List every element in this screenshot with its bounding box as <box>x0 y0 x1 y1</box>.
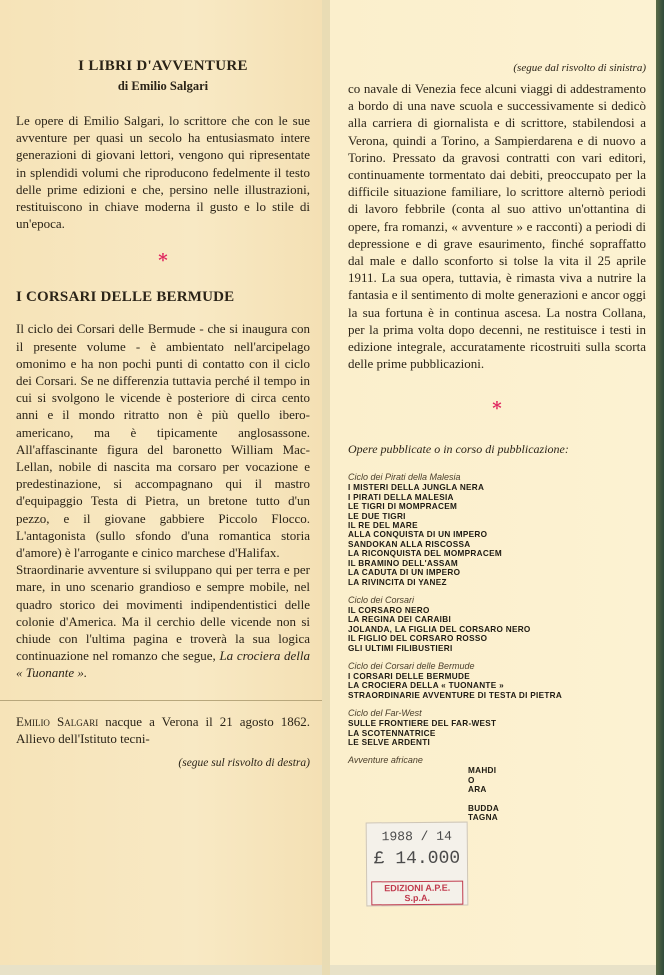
author-bio-continued: co navale di Venezia fece alcuni viaggi di addestramento a bordo di una nave scuola e successivamente si dedicò alla carriera di giornalista e di scrittore, stabilendosi a Verona, quindi a Torino, a Sampierdarena e di nuovo a Torino. Pressato da gravosi contratti con vari editori, continuamente tormentato dai debiti, preoccupato per la difficile situazione familiare, lo scrittore alternò periodi di lavoro febbrile (conta al suo attivo un'ottantina di opere, fra romanzi, « avventure » e racconti) a periodi di depressione e di grave esaurimento, finché sopraffatto dal male e dallo sconforto si tolse la vita il 25 aprile 1911. La sua opera, tuttavia, è rimasta viva a nutrire la fantasia e il sentimento di molte generazioni e ancor oggi la sua fortuna è in continua ascesa. La nostra Collana, per la prima volta dopo decenni, ne restituisce i testi in edizione integrale, accuratamente ricostruiti sulla scorta delle prime pubblicazioni. <box>348 81 646 372</box>
asterisk-ornament-icon: * <box>158 250 168 272</box>
title-list <box>348 672 646 700</box>
title-list <box>348 606 646 653</box>
author-bio <box>16 713 310 747</box>
book-title: LA CROCIERA DELLA « TUONANTE » <box>348 681 504 691</box>
book-title <box>468 795 646 804</box>
book-title: LA SCOTENNATRICE <box>348 728 436 738</box>
series-title: I LIBRI D'AVVENTURE <box>78 58 248 74</box>
book-title: JOLANDA, LA FIGLIA DEL CORSARO NERO <box>348 624 531 634</box>
cycle-africane <box>348 755 646 822</box>
book-section-title: I CORSARI DELLE BERMUDE <box>16 289 235 306</box>
cycle-label: Ciclo dei Corsari delle Bermude <box>348 660 475 671</box>
book-title: SANDOKAN ALLA RISCOSSA <box>348 539 471 549</box>
sticker-date: 1988 / 14 <box>381 828 452 845</box>
book-title: IL BRAMINO DELL'ASSAM <box>348 558 458 568</box>
fold-gutter <box>322 0 330 975</box>
book-title: BUDDA <box>468 804 500 814</box>
title-list <box>348 719 646 747</box>
book-title: I CORSARI DELLE BERMUDE <box>348 671 470 681</box>
continued-from-note: (segue dal risvolto di sinistra) <box>513 62 646 74</box>
cycle-bermude <box>348 661 646 700</box>
book-title: I PIRATI DELLA MALESIA <box>348 492 454 502</box>
sequel-title: La crociera della « Tuonante ». <box>16 648 311 681</box>
author-subtitle: di Emilio Salgari <box>117 79 209 93</box>
continues-note: (segue sul risvolto di destra) <box>178 757 310 770</box>
cycle-pirati <box>348 472 646 586</box>
book-title: LE SELVE ARDENTI <box>348 737 431 747</box>
book-title: GLI ULTIMI FILIBUSTIERI <box>348 643 453 653</box>
book-title: O <box>468 775 475 785</box>
title-list <box>348 766 646 822</box>
book-description-2-text: Straordinarie avventure si sviluppano qui per terra e per mare, in uno scenario grandioso e sempre mobile, nel quadro storico dei movimenti indipendentistici delle colonie d'America. Ma il cerchio delle vicende non si chiude con l'ultima pagina e troverà la sua logica continuazione nel romanzo che segue, <box>16 562 310 664</box>
book-title: LE TIGRI DI MOMPRACEM <box>348 502 458 512</box>
author-bio-text: nacque a Verona il 21 agosto 1862. Allievo dell'Istituto tecni- <box>16 713 310 746</box>
book-description: Il ciclo dei Corsari delle Bermude - che si inaugura con il presente volume - è ambientato nell'arcipelago omonimo e ha non pochi punti di contatto con il ciclo dei Corsari. Se ne differenzia tuttavia perché il tempo in cui si svolgono le vicende è posteriore di circa cento anni e il mondo ritratto non è più quello ibero-americano, ma è tipicamente anglosassone. All'affascinante figura del baronetto William Mac-Lellan, nobile di nascita ma corsaro per vocazione e predestinazione, si accompagnano qui il mastro d'equipaggio Testa di Pietra, un bretone tutto d'un pezzo, e il giovane gabbiere Piccolo Flocco. L'antagonista (sullo sfondo d'una romantica storia d'amore) è l'arrogante e cinico marchese d'Halifax. <box>16 321 310 561</box>
book-title: TAGNA <box>468 813 498 823</box>
cycle-far-west <box>348 708 646 747</box>
sticker-publisher-stamp: EDIZIONI A.P.E. S.p.A. <box>371 881 463 906</box>
book-title: LA REGINA DEI CARAIBI <box>348 615 452 625</box>
series-intro: Le opere di Emilio Salgari, lo scrittore che con le sue avventure per quasi un secolo ha entusiasmato intere generazioni di giovani lettori, vengono qui ripresentate in splendidi volumi che riproducono fedelmente il testo delle prime edizioni e che, persino nelle illustrazioni, restituiscono in chiave moderna il gusto e lo stile di un'epoca. <box>16 113 310 232</box>
cycle-label: Ciclo dei Pirati della Malesia <box>348 472 461 483</box>
book-title: IL RE DEL MARE <box>348 521 418 531</box>
book-title: LA CADUTA DI UN IMPERO <box>348 568 461 578</box>
right-flap <box>330 0 656 965</box>
book-title: STRAORDINARIE AVVENTURE DI TESTA DI PIETRA <box>348 690 563 700</box>
book-title: MAHDI <box>468 766 497 776</box>
book-title: IL CORSARO NERO <box>348 605 430 615</box>
section-divider <box>0 700 322 701</box>
book-title: LA RICONQUISTA DEL MOMPRACEM <box>348 549 502 559</box>
book-title: I MISTERI DELLA JUNGLA NERA <box>348 483 485 493</box>
publications-heading: Opere pubblicate o in corso di pubblicazione: <box>348 442 569 457</box>
book-title: LA RIVINCITA DI YANEZ <box>348 577 447 587</box>
book-title: IL FIGLIO DEL CORSARO ROSSO <box>348 634 488 644</box>
price-sticker <box>366 822 469 907</box>
sticker-price: £ 14.000 <box>373 848 461 870</box>
book-description-2 <box>16 561 310 681</box>
left-flap <box>0 0 322 965</box>
book-title: LE DUE TIGRI <box>348 511 406 521</box>
title-list <box>348 483 646 586</box>
cycle-label: Ciclo dei Corsari <box>348 594 415 605</box>
author-bio-name: Emilio Salgari <box>16 713 99 729</box>
cycle-label: Ciclo del Far-West <box>348 708 422 719</box>
cover-edge <box>656 0 664 975</box>
cycle-corsari <box>348 595 646 653</box>
asterisk-ornament-icon: * <box>492 398 502 420</box>
book-title: SULLE FRONTIERE DEL FAR-WEST <box>348 719 497 729</box>
cycle-label: Avventure africane <box>348 755 423 766</box>
book-title: ALLA CONQUISTA DI UN IMPERO <box>348 530 488 540</box>
book-title: ARA <box>468 785 487 795</box>
